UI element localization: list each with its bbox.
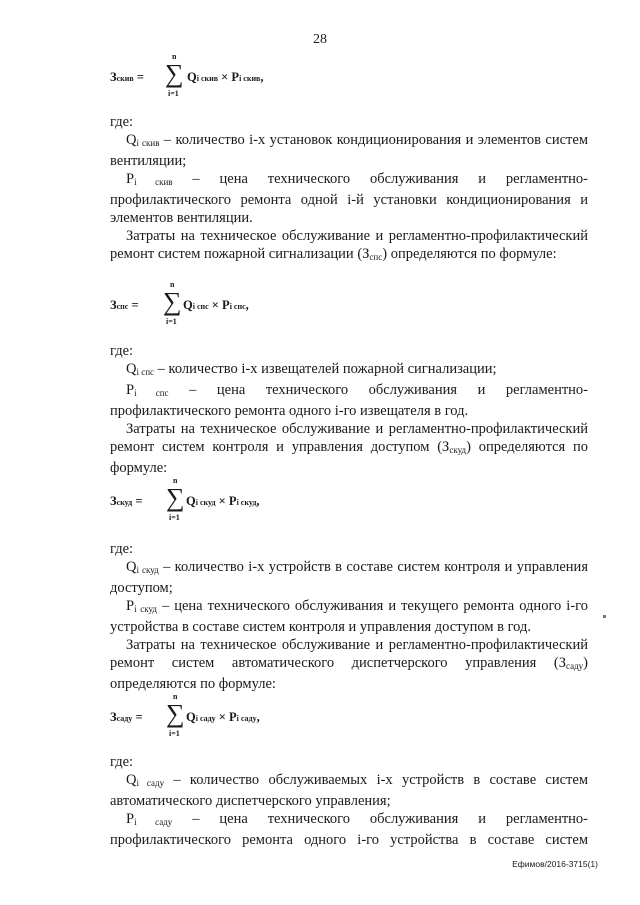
definition-p-skiv xyxy=(110,170,588,227)
p-symbol: P xyxy=(126,811,135,827)
formula-4-comma: , xyxy=(256,710,260,724)
intro-subscript: саду xyxy=(565,661,584,671)
formula-3-lower-limit: i=1 xyxy=(169,513,180,522)
formula-2-q-sub: i спс xyxy=(192,302,209,311)
formula-1-p: P xyxy=(231,70,240,84)
block-4 xyxy=(110,753,588,849)
intro-text: Затраты на техническое обслуживание и регламентно-профилактический ремонт систем пожарной сигнализации (З xyxy=(110,228,588,262)
definition-text: – количество i-х устройств в составе систем контроля и управления доступом; xyxy=(110,559,588,596)
times-symbol: × xyxy=(218,494,226,508)
formula-2-p-sub: i спс xyxy=(229,302,246,311)
times-symbol: × xyxy=(221,70,229,84)
formula-4-lhs: З xyxy=(110,710,117,724)
formula-4-p-sub: i саду xyxy=(236,714,257,723)
formula-2-lhs: З xyxy=(110,298,117,312)
definition-q-skiv xyxy=(110,131,588,170)
sum-symbol: ∑ xyxy=(166,483,185,512)
intro-text: Затраты на техническое обслуживание и регламентно-профилактический ремонт систем автоматического диспетчерского управления (З xyxy=(110,637,588,671)
page-number: 28 xyxy=(313,32,327,47)
block-1 xyxy=(110,113,588,266)
q-symbol: Q xyxy=(126,361,137,377)
formula-3-q: Q xyxy=(186,494,196,508)
p-subscript: i саду xyxy=(134,817,173,827)
formula-1-lower-limit: i=1 xyxy=(168,89,179,98)
definition-text: – количество i-х извещателей пожарной сигнализации; xyxy=(154,361,497,377)
where-label: где: xyxy=(110,114,134,130)
formula-4-lower-limit: i=1 xyxy=(169,729,180,738)
p-subscript: i скив xyxy=(134,177,173,187)
intro-text-end: ) определяются по формуле: xyxy=(110,655,588,692)
definition-text: – цена технического обслуживания и регламентно-профилактического ремонта одного i-го извещателя в год. xyxy=(110,382,589,419)
formula-1-comma: , xyxy=(260,70,264,84)
p-subscript: i спс xyxy=(134,388,169,398)
formula-3-p-sub: i скуд xyxy=(236,498,257,507)
formula-3-comma: , xyxy=(256,494,260,508)
formula-4-p: P xyxy=(229,710,237,724)
intro-subscript: спс xyxy=(369,252,383,262)
formula-1-lhs: З xyxy=(110,70,117,84)
formula-3-upper-limit: n xyxy=(173,476,178,485)
formula-1-upper-limit: n xyxy=(172,52,177,61)
intro-text: Затраты на техническое обслуживание и регламентно-профилактический ремонт систем контроля и управления доступом (З xyxy=(110,421,588,455)
q-subscript: i скуд xyxy=(136,565,159,575)
intro-text-end: ) определяются по формуле: xyxy=(382,246,557,262)
q-symbol: Q xyxy=(126,772,137,788)
definition-p-sadu xyxy=(110,810,588,849)
formula-1-p-sub: i скив xyxy=(239,74,261,83)
formula-4-q: Q xyxy=(186,710,196,724)
block-2 xyxy=(110,342,588,477)
block-3 xyxy=(110,540,588,693)
formula-1-q: Q xyxy=(187,70,197,84)
margin-dot xyxy=(603,615,606,618)
times-symbol: × xyxy=(218,710,226,724)
formula-2-p: P xyxy=(222,298,230,312)
formula-2-q: Q xyxy=(183,298,193,312)
formula-2-lhs-sub: спс xyxy=(116,302,129,311)
formula-2-comma: , xyxy=(245,298,249,312)
p-symbol: P xyxy=(126,598,135,614)
definition-text: – количество обслуживаемых i-х устройств в составе систем автоматического диспетчерского управления; xyxy=(110,772,588,809)
intro-sadu xyxy=(110,636,588,693)
definition-text: – количество i-х установок кондиционирования и элементов систем вентиляции; xyxy=(110,132,588,169)
definition-q-sps xyxy=(110,360,588,381)
where-label: где: xyxy=(110,343,134,359)
sum-symbol: ∑ xyxy=(165,59,184,88)
formula-4-upper-limit: n xyxy=(173,692,178,701)
definition-p-skud xyxy=(110,597,588,636)
intro-sps xyxy=(110,227,588,266)
q-subscript: i скив xyxy=(136,138,160,148)
formula-3-lhs: З xyxy=(110,494,117,508)
formula-2-upper-limit: n xyxy=(170,280,175,289)
q-subscript: i саду xyxy=(136,778,165,788)
definition-text: – цена технического обслуживания и текущего ремонта одного i-го устройства в составе систем контроля и управления доступом в год. xyxy=(110,598,588,635)
formula-4-q-sub: i саду xyxy=(195,714,216,723)
p-symbol: P xyxy=(126,171,135,187)
formula-3-p: P xyxy=(228,494,237,508)
q-symbol: Q xyxy=(126,132,137,148)
formula-1-q-sub: i скив xyxy=(196,74,219,83)
times-symbol: × xyxy=(211,298,219,312)
q-subscript: i спс xyxy=(136,367,155,377)
document-footer: Ефимов/2016-3715(1) xyxy=(512,859,598,869)
definition-p-sps xyxy=(110,381,588,420)
formula-3-lhs-sub: скуд xyxy=(116,498,133,507)
intro-subscript: скуд xyxy=(449,445,467,455)
definition-text: – цена технического обслуживания и регламентно-профилактического ремонта одного i-го устройства в составе систем xyxy=(110,811,589,848)
definition-text: – цена технического обслуживания и регламентно-профилактического ремонта одной i-й установки кондиционирования и элементов вентиляции. xyxy=(110,171,589,226)
intro-skud xyxy=(110,420,588,477)
formula-2-lower-limit: i=1 xyxy=(166,317,177,326)
where-label: где: xyxy=(110,541,134,557)
p-subscript: i скуд xyxy=(134,604,157,614)
definition-q-skud xyxy=(110,558,588,597)
formula-4-lhs-sub: саду xyxy=(116,714,133,723)
intro-text-end: ) определяются по формуле: xyxy=(110,439,588,476)
p-symbol: P xyxy=(126,382,135,398)
formula-3-q-sub: i скуд xyxy=(195,498,216,507)
q-symbol: Q xyxy=(126,559,137,575)
sum-symbol: ∑ xyxy=(166,699,185,728)
formula-1-lhs-sub: скив xyxy=(116,74,134,83)
sum-symbol: ∑ xyxy=(163,287,182,316)
definition-q-sadu xyxy=(110,771,588,810)
where-label: где: xyxy=(110,754,134,770)
